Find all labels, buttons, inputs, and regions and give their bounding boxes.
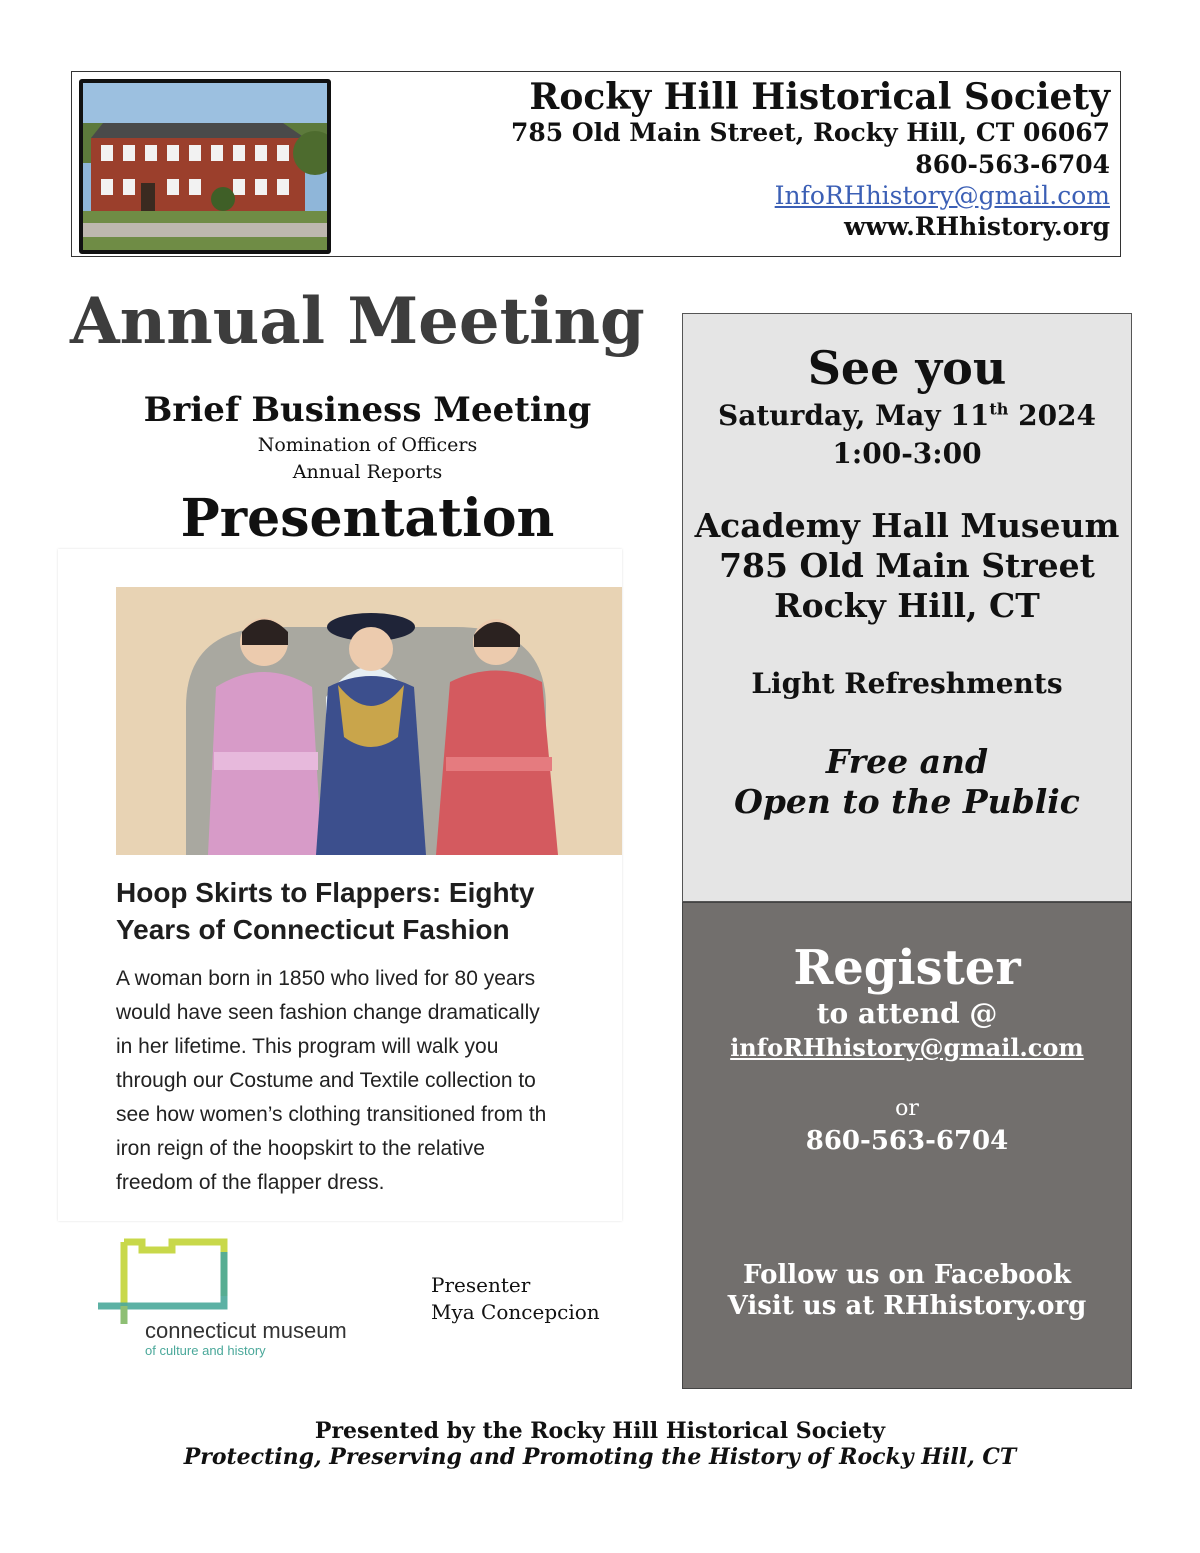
greeting: See you: [807, 341, 1007, 395]
free-line: Free and: [825, 742, 989, 781]
date-suffix: th: [989, 399, 1009, 419]
footer-presented-by: Presented by the Rocky Hill Historical Society: [314, 1418, 886, 1444]
presentation-title: Presentation: [180, 488, 555, 549]
description-line: freedom of the flapper dress.: [116, 1171, 385, 1194]
description-line: through our Costume and Textile collection to: [116, 1069, 536, 1092]
description-line: A woman born in 1850 who lived for 80 years: [116, 967, 536, 990]
event-date: [682, 399, 1132, 432]
presenter-label: Presenter: [431, 1273, 531, 1297]
org-name: Rocky Hill Historical Society: [529, 76, 1110, 118]
description-line: iron reign of the hoopskirt to the relative: [116, 1137, 485, 1160]
footer-tagline: Protecting, Preserving and Promoting the History of Rocky Hill, CT: [183, 1444, 1017, 1470]
building-photo: [79, 79, 331, 254]
museum-logo-subtitle: of culture and history: [145, 1343, 266, 1358]
fashion-illustration: [116, 587, 622, 855]
register-email-link[interactable]: infoRHhistory@gmail.com: [730, 1033, 1084, 1062]
business-item: Nomination of Officers: [257, 434, 478, 456]
refreshments: Light Refreshments: [751, 667, 1063, 700]
presenter-name: Mya Concepcion: [431, 1300, 600, 1324]
register-or: or: [895, 1096, 919, 1121]
museum-logo-name: connecticut museum: [145, 1318, 347, 1343]
follow-facebook: Follow us on Facebook: [743, 1260, 1071, 1290]
date-year: 2024: [1008, 399, 1097, 432]
location-line: Academy Hall Museum: [694, 506, 1120, 545]
business-item: Annual Reports: [292, 461, 443, 483]
program-description: [116, 962, 622, 1200]
free-line: Open to the Public: [734, 782, 1080, 821]
location-line: Rocky Hill, CT: [774, 586, 1040, 625]
register-title: Register: [793, 940, 1021, 996]
description-line: see how women’s clothing transitioned from th: [116, 1103, 547, 1126]
program-title-line: Hoop Skirts to Flappers: Eighty: [116, 877, 535, 908]
org-address: 785 Old Main Street, Rocky Hill, CT 06067: [510, 118, 1110, 147]
program-title-line: Years of Connecticut Fashion: [116, 914, 510, 945]
org-phone: 860-563-6704: [915, 150, 1110, 179]
location-line: 785 Old Main Street: [719, 546, 1095, 585]
date-prefix: Saturday, May 11: [717, 399, 990, 432]
register-to-attend: to attend @: [816, 997, 998, 1030]
program-title: [116, 874, 636, 948]
page-title: Annual Meeting: [70, 284, 645, 359]
description-line: would have seen fashion change dramatically: [116, 1001, 540, 1024]
description-line: in her lifetime. This program will walk you: [116, 1035, 499, 1058]
business-meeting-title: Brief Business Meeting: [143, 390, 592, 430]
register-phone: 860-563-6704: [805, 1126, 1009, 1156]
visit-website: Visit us at RHhistory.org: [727, 1291, 1087, 1321]
event-time: 1:00-3:00: [832, 437, 982, 470]
org-website: www.RHhistory.org: [844, 212, 1110, 241]
org-email-link[interactable]: InfoRHhistory@gmail.com: [774, 181, 1110, 210]
